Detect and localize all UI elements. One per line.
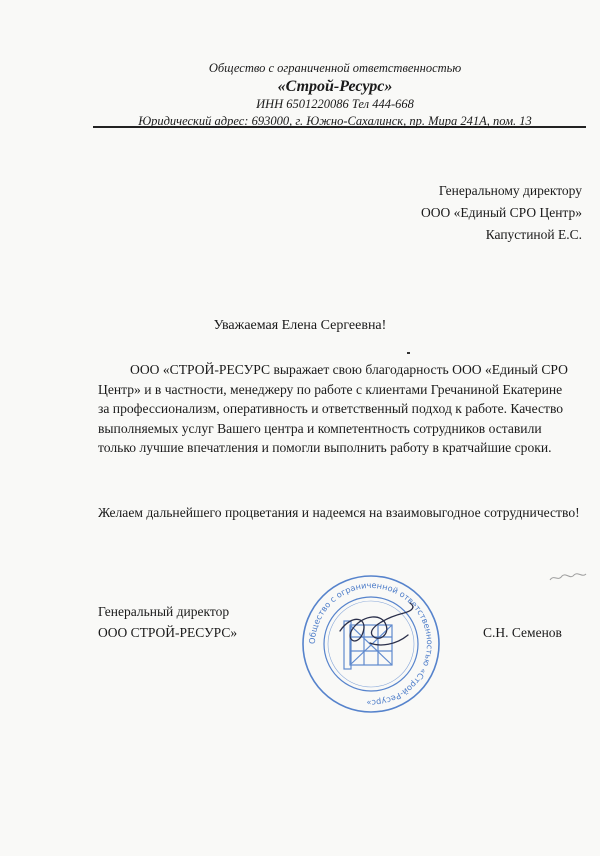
letterhead-divider — [93, 126, 586, 128]
company-stamp — [300, 573, 442, 715]
addressee-name: Капустиной Е.С. — [485, 227, 582, 242]
company-type: Общество с ограниченной ответственностью — [208, 61, 462, 75]
signature-block — [98, 601, 237, 643]
stamp-ring-text: Общество с ограниченной ответственностью «Строй-Ресурс» — [306, 579, 436, 709]
letterhead — [90, 60, 580, 130]
company-name: «Строй-Ресурс» — [277, 78, 393, 95]
margin-scribble — [548, 568, 588, 586]
addressee-organization: ООО «Единый СРО Центр» — [421, 205, 582, 220]
legal-address: Юридический адрес: 693000, г. Южно-Сахалинск, пр. Мира 241А, пом. 13 — [138, 114, 532, 128]
letter-body: ООО «СТРОЙ-РЕСУРС выражает свою благодарность ООО «Единый СРО Центр» и в частности, менеджеру по работе с клиентами Гречаниной Екатерине за профессионализм, оперативность и ответственный подход к работе. Качество выполняемых услуг Вашего центра и компетентность сотрудников оставили только лучшие впечатления и помогли выполнить работу в кратчайшие сроки. — [98, 362, 568, 455]
signer-company: ООО СТРОЙ-РЕСУРС» — [98, 625, 238, 640]
addressee-block — [282, 180, 582, 246]
signer-name: С.Н. Семенов — [483, 625, 562, 640]
addressee-position: Генеральному директору — [438, 183, 582, 198]
greeting: Уважаемая Елена Сергеевна! — [213, 318, 387, 333]
closing-wish: Желаем дальнейшего процветания и надеемся на взаимовыгодное сотрудничество! — [98, 505, 580, 520]
ink-dot — [407, 352, 410, 354]
inn-phone: ИНН 6501220086 Тел 444-668 — [256, 97, 414, 111]
signer-title: Генеральный директор — [98, 604, 230, 619]
